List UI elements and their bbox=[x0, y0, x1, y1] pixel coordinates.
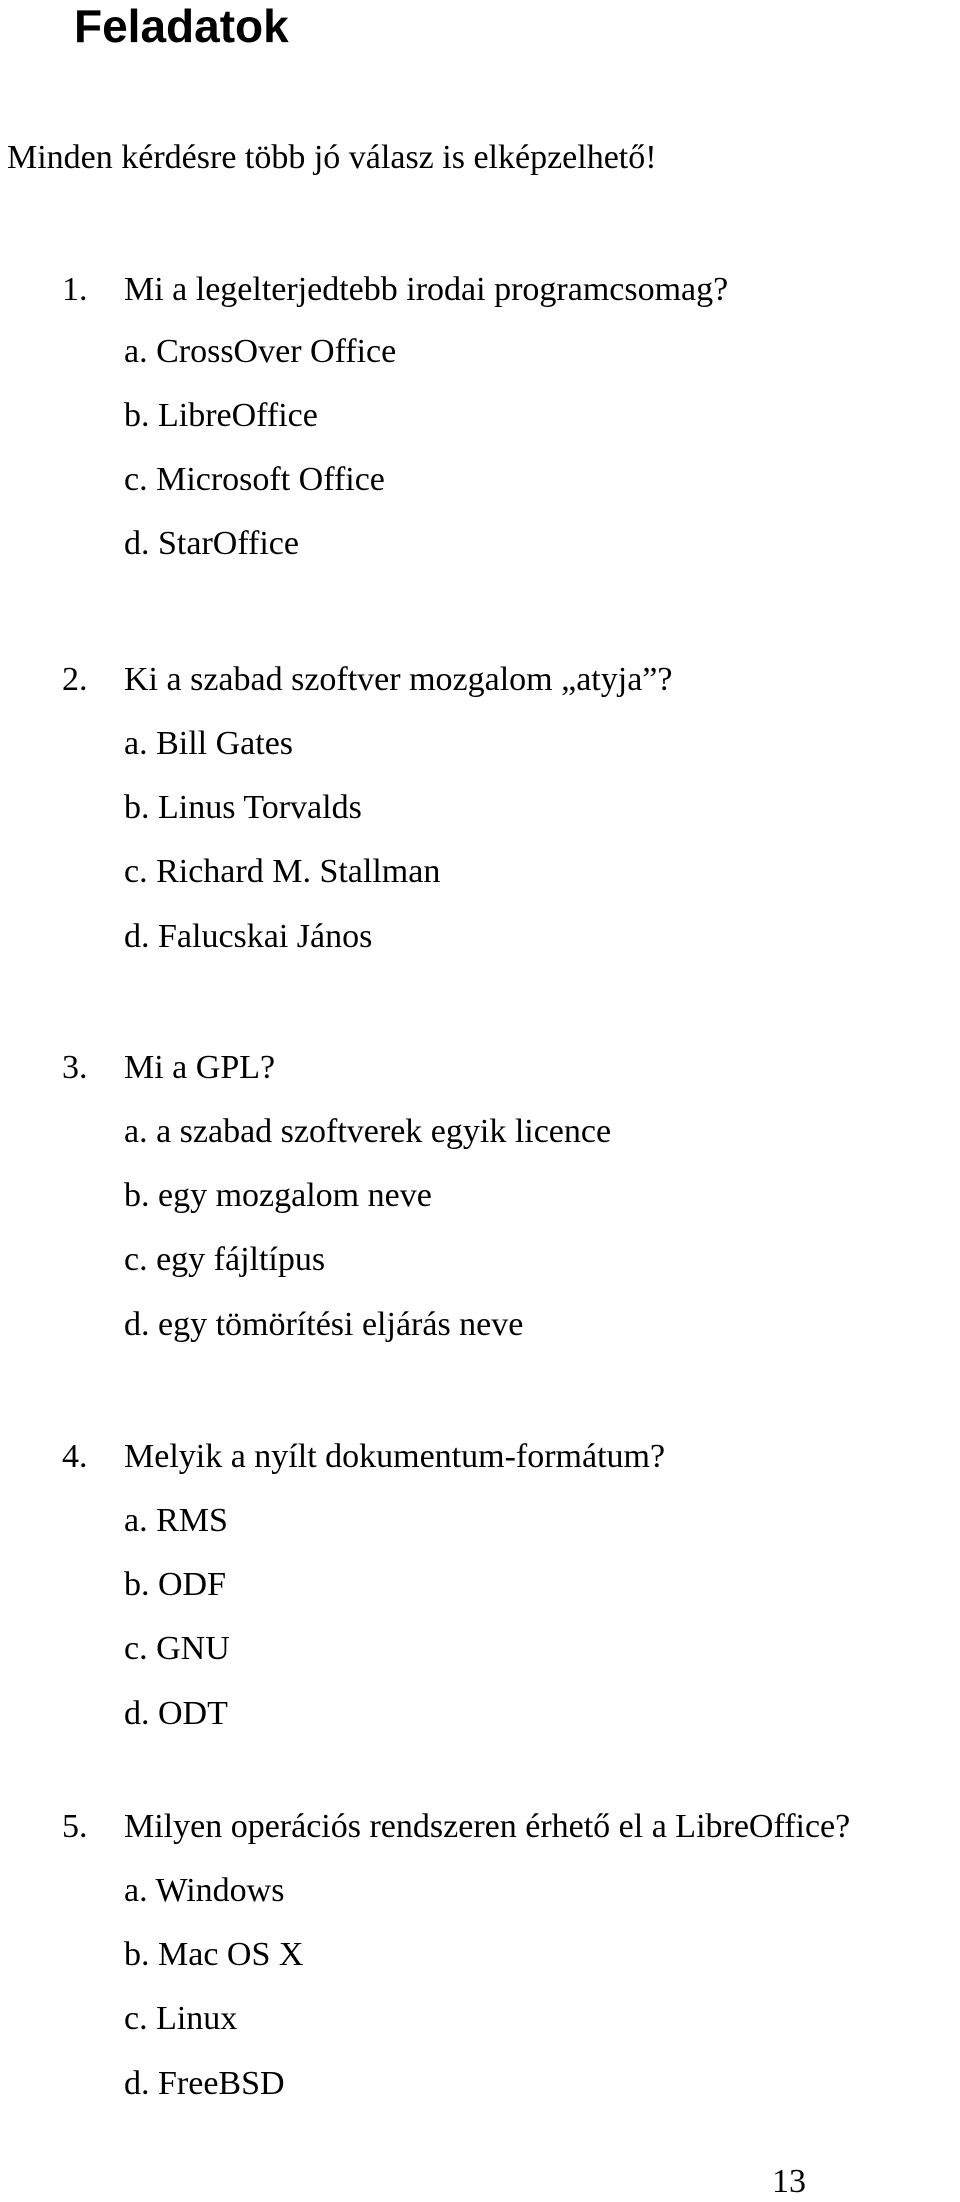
answer-c: c. Richard M. Stallman bbox=[124, 853, 441, 890]
answer-b: b. Linus Torvalds bbox=[124, 789, 362, 826]
answer-a: a. CrossOver Office bbox=[124, 333, 397, 370]
answer-d: d. egy tömörítési eljárás neve bbox=[124, 1306, 524, 1343]
answer-b: b. egy mozgalom neve bbox=[124, 1177, 432, 1214]
question-number: 1. bbox=[62, 271, 88, 308]
question-text: Mi a legelterjedtebb irodai programcsomag? bbox=[124, 271, 729, 308]
answer-b: b. LibreOffice bbox=[124, 397, 318, 434]
answer-d: d. ODT bbox=[124, 1695, 228, 1732]
intro-text: Minden kérdésre több jó válasz is elképzelhető! bbox=[7, 139, 657, 176]
question-text: Ki a szabad szoftver mozgalom „atyja”? bbox=[124, 661, 673, 698]
answer-c: c. Microsoft Office bbox=[124, 461, 385, 498]
answer-b: b. Mac OS X bbox=[124, 1936, 304, 1973]
answer-d: d. FreeBSD bbox=[124, 2065, 285, 2102]
question-number: 4. bbox=[62, 1438, 88, 1475]
answer-a: a. a szabad szoftverek egyik licence bbox=[124, 1113, 612, 1150]
answer-c: c. GNU bbox=[124, 1630, 230, 1667]
answer-a: a. RMS bbox=[124, 1502, 228, 1539]
question-text: Mi a GPL? bbox=[124, 1049, 276, 1086]
answer-a: a. Windows bbox=[124, 1872, 285, 1909]
page-title: Feladatok bbox=[74, 0, 289, 52]
answer-d: d. Falucskai János bbox=[124, 918, 373, 955]
page-number: 13 bbox=[772, 2163, 806, 2200]
answer-c: c. egy fájltípus bbox=[124, 1241, 326, 1278]
question-number: 3. bbox=[62, 1049, 88, 1086]
question-number: 2. bbox=[62, 661, 88, 698]
question-number: 5. bbox=[62, 1808, 88, 1845]
answer-c: c. Linux bbox=[124, 2000, 238, 2037]
question-text: Melyik a nyílt dokumentum-formátum? bbox=[124, 1438, 666, 1475]
answer-a: a. Bill Gates bbox=[124, 725, 294, 762]
question-text: Milyen operációs rendszeren érhető el a LibreOffice? bbox=[124, 1808, 851, 1845]
answer-b: b. ODF bbox=[124, 1566, 227, 1603]
answer-d: d. StarOffice bbox=[124, 525, 299, 562]
